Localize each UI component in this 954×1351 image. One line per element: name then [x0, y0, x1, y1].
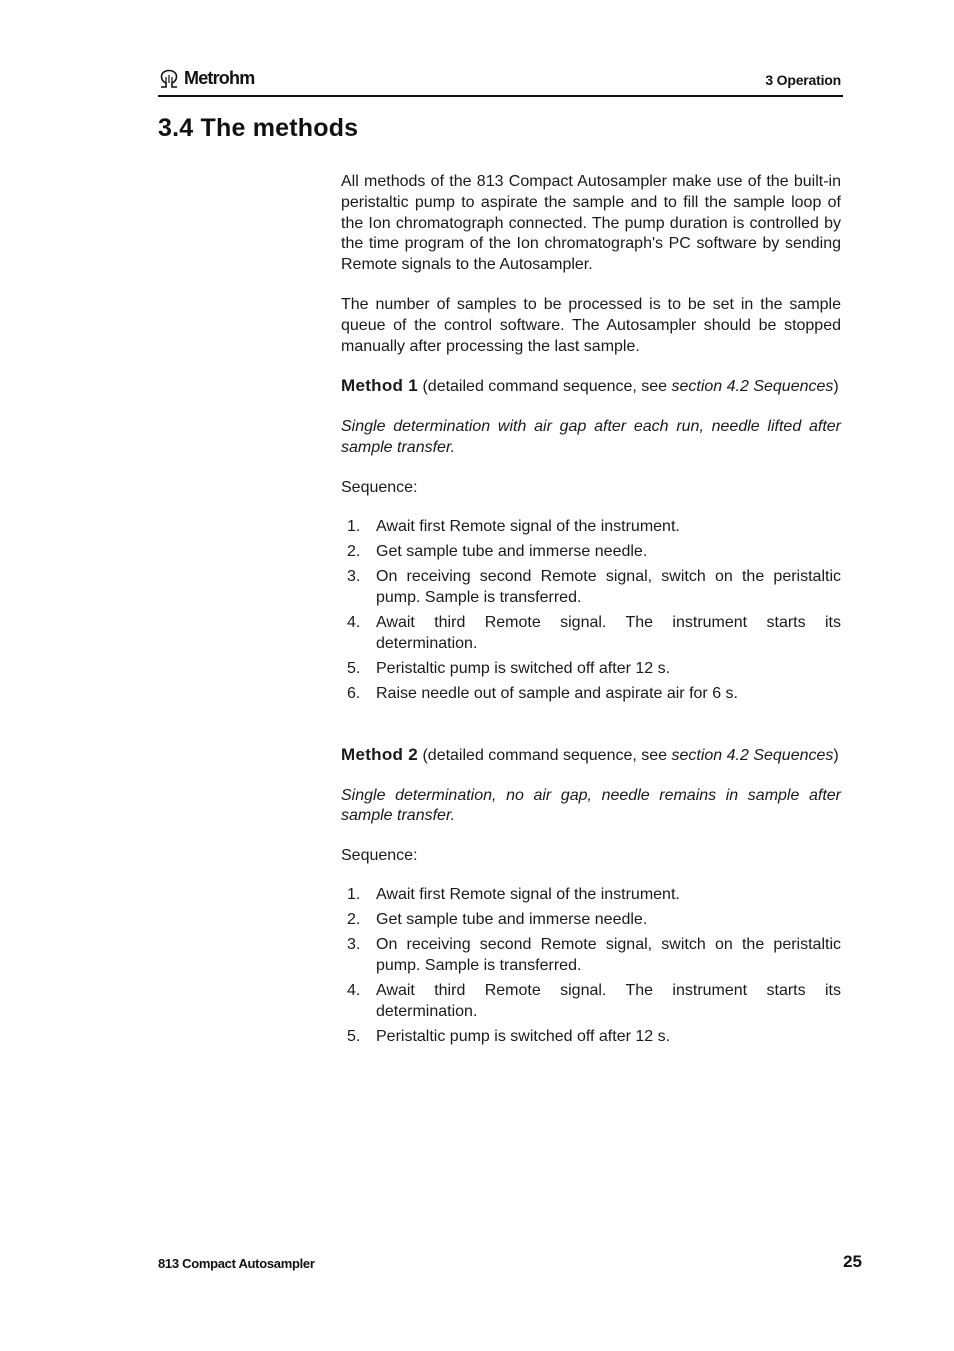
chapter-label: 3 Operation: [765, 72, 841, 88]
method-2-sequence-label: Sequence:: [341, 847, 418, 865]
step-text: On receiving second Remote signal, switch on the peristaltic pump. Sample is transferred.: [376, 936, 841, 975]
step-text: Peristaltic pump is switched off after 12 s.: [376, 659, 671, 677]
page-number: 25: [843, 1252, 862, 1271]
step-text: Raise needle out of sample and aspirate air for 6 s.: [376, 685, 738, 703]
list-item: [341, 542, 841, 563]
method-1-steps: [341, 517, 841, 705]
step-text: On receiving second Remote signal, switch on the peristaltic pump. Sample is transferred.: [376, 567, 841, 606]
step-number: 1.: [347, 517, 361, 535]
method-2-name: Method 2: [341, 744, 419, 764]
step-number: 1.: [347, 886, 361, 904]
step-number: 3.: [347, 936, 361, 954]
page-header: [158, 66, 843, 97]
method-1-name: Method 1: [341, 376, 419, 396]
section-title: 3.4 The methods: [158, 114, 359, 142]
step-text: Get sample tube and immerse needle.: [376, 542, 648, 560]
list-item: [341, 910, 841, 931]
step-number: 3.: [347, 567, 361, 585]
method-2-ref-suffix: ): [833, 746, 839, 764]
metrohm-omega-icon: [158, 69, 180, 89]
list-item: [341, 613, 841, 655]
step-number: 4.: [347, 982, 361, 1000]
list-item: [341, 684, 841, 705]
step-number: 4.: [347, 613, 361, 631]
metrohm-logo: [158, 68, 254, 89]
list-item: [341, 1027, 841, 1048]
list-item: [341, 981, 841, 1023]
step-number: 2.: [347, 542, 361, 560]
method-2-ref-prefix: (detailed command sequence, see: [418, 746, 672, 764]
method-2-steps: [341, 885, 841, 1048]
method-1-sequence-label: Sequence:: [341, 478, 418, 496]
step-number: 2.: [347, 911, 361, 929]
step-text: Await first Remote signal of the instrument.: [376, 886, 680, 904]
step-text: Await third Remote signal. The instrument starts its determination.: [376, 613, 841, 652]
step-text: Await third Remote signal. The instrument starts its determination.: [376, 982, 841, 1021]
list-item: [341, 885, 841, 906]
step-number: 6.: [347, 685, 361, 703]
step-number: 5.: [347, 659, 361, 677]
intro-paragraph-1: All methods of the 813 Compact Autosampler make use of the built-in peristaltic pump to aspirate the sample and to fill the sample loop of the Ion chromatograph connected. The pump duration is controlled by the time program of the Ion chromatograph's PC software by sending Remote signals to the Autosampler.: [341, 173, 841, 274]
logo-text: Metrohm: [184, 68, 255, 88]
step-text: Peristaltic pump is switched off after 12 s.: [376, 1028, 671, 1046]
method-2-heading: [341, 745, 841, 767]
step-number: 5.: [347, 1028, 361, 1046]
step-text: Await first Remote signal of the instrument.: [376, 517, 680, 535]
list-item: [341, 517, 841, 538]
method-2-description: Single determination, no air gap, needle remains in sample after sample transfer.: [341, 786, 841, 825]
method-1-ref-suffix: ): [833, 378, 839, 396]
method-1-ref-prefix: (detailed command sequence, see: [418, 378, 672, 396]
list-item: [341, 935, 841, 977]
list-item: [341, 659, 841, 680]
method-1-heading: [341, 376, 841, 398]
footer-product: 813 Compact Autosampler: [158, 1256, 315, 1271]
method-2-ref-link: section 4.2 Sequences: [671, 746, 834, 764]
main-content: [341, 172, 841, 1053]
method-1-ref-link: section 4.2 Sequences: [671, 378, 834, 396]
list-item: [341, 567, 841, 609]
step-text: Get sample tube and immerse needle.: [376, 911, 648, 929]
method-1-description: Single determination with air gap after each run, needle lifted after sample transfer.: [341, 418, 841, 456]
intro-paragraph-2: The number of samples to be processed is to be set in the sample queue of the control software. The Autosampler should be stopped manually after processing the last sample.: [341, 295, 841, 355]
